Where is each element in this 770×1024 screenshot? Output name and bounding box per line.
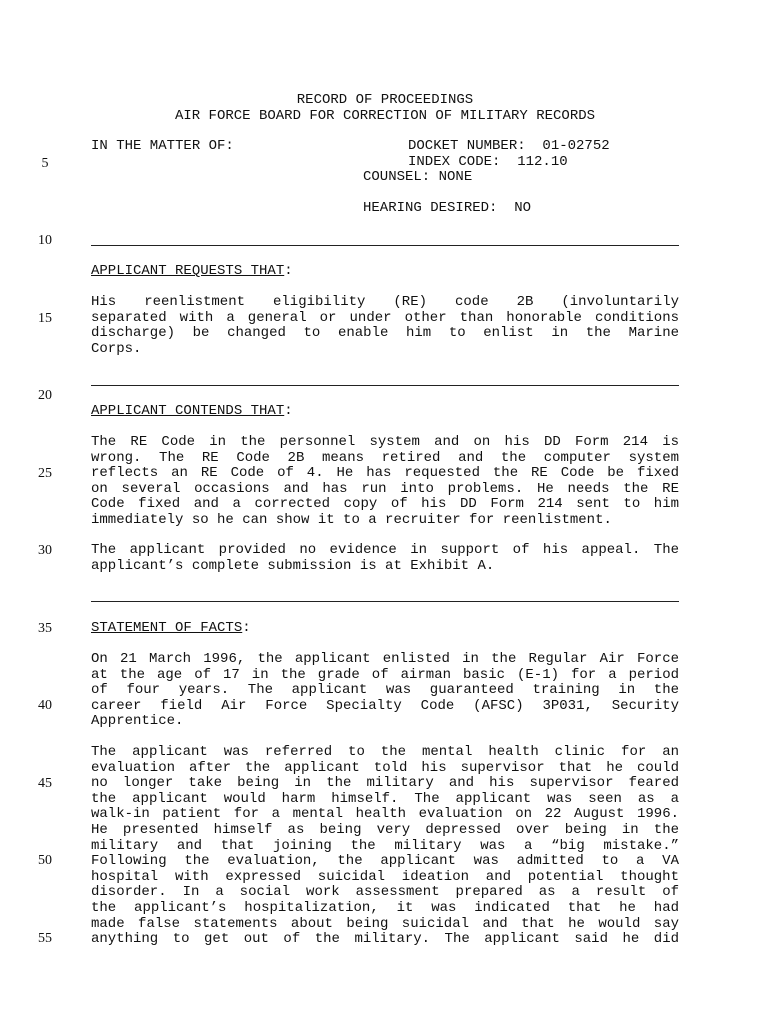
text-line: Apprentice.	[91, 713, 184, 730]
text-line: career field Air Force Specialty Code (AFSC) 3P031, Security	[91, 697, 679, 714]
line-number: 30	[38, 543, 52, 558]
facts-paragraph-2	[91, 745, 679, 948]
text-line: at the age of 17 in the grade of airman basic (E-1) for a period	[91, 666, 679, 683]
line-number: 10	[38, 233, 52, 248]
line-number: 20	[38, 388, 52, 403]
text-line: Following the evaluation, the applicant was admitted to a VA	[91, 853, 679, 870]
text-line: the applicant’s hospitalization, it was indicated that he had	[91, 899, 679, 916]
text-line: The RE Code in the personnel system and on his DD Form 214 is	[91, 434, 679, 450]
text-line: Code fixed and a corrected copy of his DD Form 214 sent to him	[91, 496, 679, 513]
text-line: walk-in patient for a mental health evaluation on 22 August 1996.	[91, 806, 679, 823]
text-line: immediately so he can show it to a recruiter for reenlistment.	[91, 511, 612, 528]
heading-facts: STATEMENT OF FACTS:	[91, 620, 251, 636]
heading-contends-text: APPLICANT CONTENDS THAT	[91, 403, 285, 419]
title-line-1: RECORD OF PROCEEDINGS	[296, 92, 474, 108]
section-divider	[91, 245, 679, 246]
line-number: 45	[38, 776, 52, 791]
hearing-desired: HEARING DESIRED: NO	[363, 200, 532, 217]
heading-facts-text: STATEMENT OF FACTS	[91, 620, 243, 636]
contends-paragraph-1	[91, 435, 679, 529]
text-line: on several occasions and has run into problems. He needs the RE	[91, 480, 679, 497]
text-line: evaluation after the applicant told his supervisor that he could	[91, 759, 679, 776]
line-number: 5	[41, 156, 49, 171]
text-line: discharge) be changed to enable him to enlist in the Marine	[91, 325, 679, 342]
counsel: COUNSEL: NONE	[363, 169, 473, 186]
heading-requests: APPLICANT REQUESTS THAT:	[91, 263, 293, 279]
matter-label: IN THE MATTER OF:	[91, 138, 234, 154]
text-line: of four years. The applicant was guaranteed training in the	[91, 682, 679, 699]
text-line: applicant’s complete submission is at Exhibit A.	[91, 557, 495, 574]
text-line: the applicant would harm himself. The applicant was seen as a	[91, 790, 679, 807]
text-line: separated with a general or under other than honorable conditions	[91, 309, 679, 326]
facts-paragraph-1	[91, 652, 679, 730]
text-line: The applicant was referred to the mental health clinic for an	[91, 744, 679, 760]
line-number: 40	[38, 698, 52, 713]
text-line: military and that joining the military was a “big mistake.”	[91, 837, 679, 854]
line-number: 50	[38, 853, 52, 868]
text-line: reflects an RE Code of 4. He has requested the RE Code be fixed	[91, 465, 679, 482]
section-divider	[91, 385, 679, 386]
text-line: His reenlistment eligibility (RE) code 2B (involuntarily	[91, 294, 679, 310]
requests-paragraph	[91, 295, 679, 357]
text-line: anything to get out of the military. The applicant said he did	[91, 931, 679, 948]
text-line: The applicant provided no evidence in support of his appeal. The	[91, 542, 679, 558]
document-title	[91, 93, 679, 124]
text-line: disorder. In a social work assessment prepared as a result of	[91, 884, 679, 901]
text-line: On 21 March 1996, the applicant enlisted in the Regular Air Force	[91, 651, 679, 667]
text-line: Corps.	[91, 340, 142, 357]
heading-contends: APPLICANT CONTENDS THAT:	[91, 403, 293, 419]
line-number: 15	[38, 311, 52, 326]
section-divider	[91, 601, 679, 602]
line-number: 35	[38, 621, 52, 636]
docket-number: DOCKET NUMBER: 01-02752	[408, 138, 610, 154]
text-line: wrong. The RE Code 2B means retired and the computer system	[91, 449, 679, 466]
matter-block	[91, 139, 679, 219]
text-line: He presented himself as being very depressed over being in the	[91, 821, 679, 838]
title-line-2: AIR FORCE BOARD FOR CORRECTION OF MILITARY RECORDS	[174, 107, 596, 124]
line-number: 55	[38, 931, 52, 946]
contends-paragraph-2	[91, 543, 679, 574]
line-number: 25	[38, 466, 52, 481]
text-line: made false statements about being suicidal and that he would say	[91, 915, 679, 932]
text-line: hospital with expressed suicidal ideation and potential thought	[91, 868, 679, 885]
text-line: no longer take being in the military and his supervisor feared	[91, 775, 679, 792]
index-code: INDEX CODE: 112.10	[408, 153, 568, 170]
heading-requests-text: APPLICANT REQUESTS THAT	[91, 263, 285, 279]
